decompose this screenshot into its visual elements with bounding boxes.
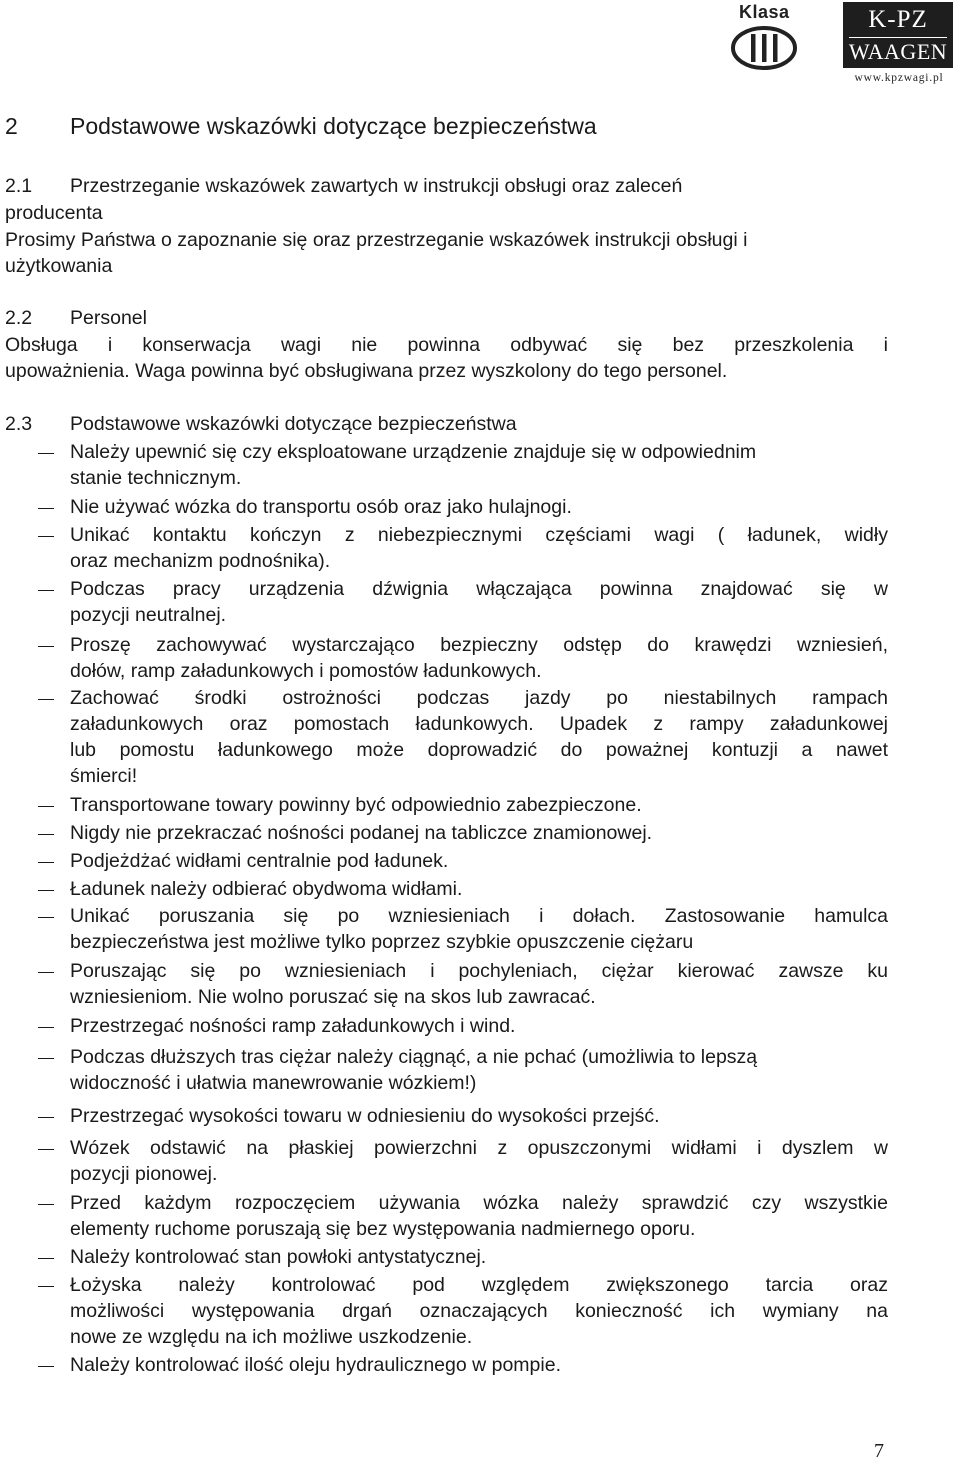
list-bullet-dash [38, 1366, 54, 1367]
list-bullet-dash [38, 536, 54, 537]
list-item: Transportowane towary powinny być odpowiednio zabezpieczone. [70, 794, 642, 816]
list-item-continuation: nowe ze względu na ich możliwe uszkodzenie. [70, 1326, 473, 1348]
list-item: Należy kontrolować ilość oleju hydraulicznego w pompie. [70, 1354, 561, 1376]
list-bullet-dash [38, 1058, 54, 1059]
section-2-1-body-cont: użytkowania [5, 255, 113, 277]
brand-line1: K-PZ [868, 6, 928, 33]
section-2-1-title-cont: producenta [5, 202, 103, 224]
list-item: Nie używać wózka do transportu osób oraz jako hulajnogi. [70, 496, 572, 518]
list-bullet-dash [38, 646, 54, 647]
list-bullet-dash [38, 1149, 54, 1150]
list-bullet-dash [38, 1027, 54, 1028]
list-bullet-dash [38, 862, 54, 863]
brand-line2: WAAGEN [848, 39, 948, 64]
list-bullet-dash [38, 806, 54, 807]
list-item: Podjeżdżać widłami centralnie pod ładunek. [70, 850, 449, 872]
brand-url: www.kpzwagi.pl [854, 72, 944, 84]
list-bullet-dash [38, 834, 54, 835]
list-item-continuation: lub pomostu ładunkowego może doprowadzić do poważnej kontuzji a nawet [70, 739, 888, 761]
section-2-1-body: Prosimy Państwa o zapoznanie się oraz przestrzeganie wskazówek instrukcji obsługi i [5, 229, 748, 251]
list-bullet-dash [38, 508, 54, 509]
page-number: 7 [874, 1440, 884, 1462]
list-item-continuation: wzniesieniom. Nie wolno poruszać się na skos lub zawracać. [70, 986, 596, 1008]
list-item-continuation: stanie technicznym. [70, 467, 242, 489]
list-bullet-dash [38, 1117, 54, 1118]
list-item-continuation: oraz mechanizm podnośnika). [70, 550, 331, 572]
list-item-continuation: elementy ruchome poruszają się bez występowania nadmiernego oporu. [70, 1218, 696, 1240]
list-item-continuation: śmierci! [70, 765, 138, 787]
list-item: Unikać poruszania się po wzniesieniach i dołach. Zastosowanie hamulca [70, 905, 888, 927]
list-item: Podczas dłuższych tras ciężar należy ciągnąć, a nie pchać (umożliwia to lepszą [70, 1046, 758, 1068]
klasa-iii-logo [724, 2, 804, 74]
list-bullet-dash [38, 453, 54, 454]
list-item: Proszę zachowywać wystarczająco bezpieczny odstęp do krawędzi wzniesień, [70, 634, 888, 656]
section-2-3-number: 2.3 [5, 413, 33, 435]
list-bullet-dash [38, 699, 54, 700]
list-item-continuation: pozycji neutralnej. [70, 604, 227, 626]
list-item: Wózek odstawić na płaskiej powierzchni z opuszczonymi widłami i dyszlem w [70, 1137, 888, 1159]
list-item: Poruszając się po wzniesieniach i pochyleniach, ciężar kierować zawsze ku [70, 960, 888, 982]
section-2-3-title: Podstawowe wskazówki dotyczące bezpieczeństwa [70, 413, 517, 435]
section-2-2-title: Personel [70, 307, 147, 329]
list-item: Ładunek należy odbierać obydwoma widłami. [70, 878, 463, 900]
list-item: Unikać kontaktu kończyn z niebezpiecznymi częściami wagi ( ładunek, widły [70, 524, 888, 546]
list-bullet-dash [38, 590, 54, 591]
kpz-waagen-logo [843, 2, 955, 90]
list-bullet-dash [38, 1286, 54, 1287]
list-bullet-dash [38, 917, 54, 918]
kpz-logo-box [843, 2, 953, 68]
list-item: Przestrzegać nośności ramp załadunkowych i wind. [70, 1015, 516, 1037]
section-2-2-number: 2.2 [5, 307, 33, 329]
section-2-number: 2 [5, 113, 18, 139]
list-item-continuation: widoczność i ułatwia manewrowanie wózkiem!) [70, 1072, 477, 1094]
klasa-label: Klasa [739, 2, 790, 22]
logo-divider [849, 37, 947, 38]
section-2-1-number: 2.1 [5, 175, 33, 197]
list-item-continuation: dołów, ramp załadunkowych i pomostów ładunkowych. [70, 660, 542, 682]
list-bullet-dash [38, 1204, 54, 1205]
list-bullet-dash [38, 972, 54, 973]
list-item: Należy upewnić się czy eksploatowane urządzenie znajduje się w odpowiednim [70, 441, 757, 463]
list-item: Przed każdym rozpoczęciem używania wózka należy sprawdzić czy wszystkie [70, 1192, 888, 1214]
list-bullet-dash [38, 1258, 54, 1259]
section-2-title: Podstawowe wskazówki dotyczące bezpieczeństwa [70, 113, 597, 139]
list-item: Łożyska należy kontrolować pod względem zwiększonego tarcia oraz [70, 1274, 888, 1296]
list-item-continuation: możliwości występowania drgań oznaczających konieczność ich wymiany na [70, 1300, 888, 1322]
list-item: Nigdy nie przekraczać nośności podanej na tabliczce znamionowej. [70, 822, 653, 844]
section-2-1-title: Przestrzeganie wskazówek zawartych w instrukcji obsługi oraz zaleceń [70, 175, 683, 197]
list-item-continuation: załadunkowych oraz pomostach ładunkowych. Upadek z rampy załadunkowej [70, 713, 888, 735]
list-item: Należy kontrolować stan powłoki antystatycznej. [70, 1246, 487, 1268]
list-item-continuation: pozycji pionowej. [70, 1163, 218, 1185]
list-item: Podczas pracy urządzenia dźwignia włączająca powinna znajdować się w [70, 578, 888, 600]
list-item: Przestrzegać wysokości towaru w odniesieniu do wysokości przejść. [70, 1105, 660, 1127]
list-item-continuation: bezpieczeństwa jest możliwe tylko poprzez szybkie opuszczenie ciężaru [70, 931, 694, 953]
class-three-emblem-icon [728, 24, 800, 72]
section-2-2-body-cont: upoważnienia. Waga powinna być obsługiwana przez wyszkolony do tego personel. [5, 360, 728, 382]
list-bullet-dash [38, 890, 54, 891]
list-item: Zachować środki ostrożności podczas jazdy po niestabilnych rampach [70, 687, 888, 709]
section-2-2-body: Obsługa i konserwacja wagi nie powinna odbywać się bez przeszkolenia i [5, 334, 888, 356]
